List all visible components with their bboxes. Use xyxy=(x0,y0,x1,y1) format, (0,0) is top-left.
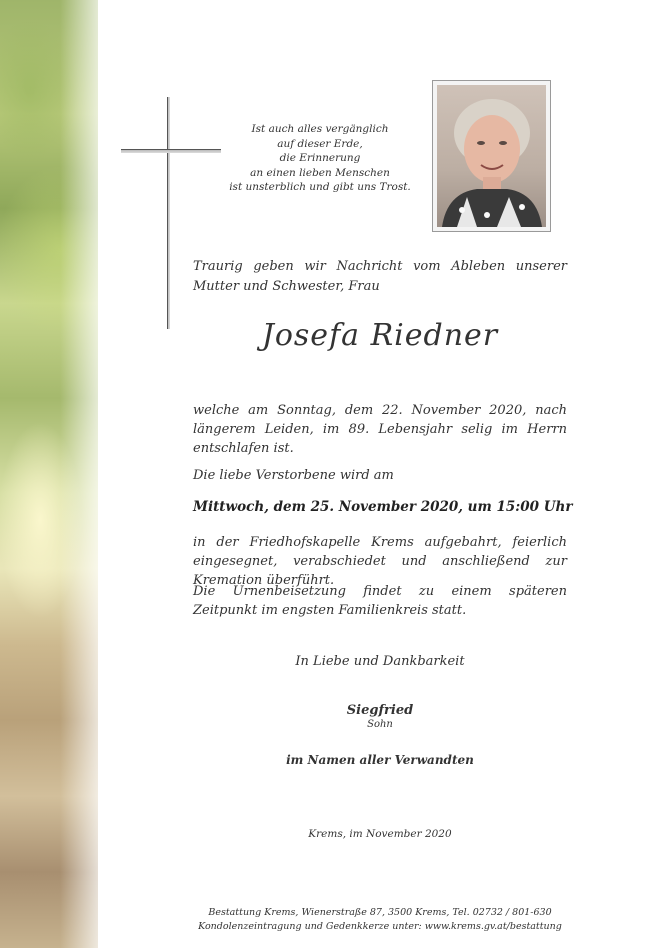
family-text: im Namen aller Verwandten xyxy=(286,753,474,767)
footer-website: Kondolenzeintragung und Gedenkkerze unter: www.krems.gv.at/bestattung xyxy=(198,921,562,932)
portrait-photo xyxy=(437,85,546,227)
cross-beam xyxy=(121,149,221,153)
verse xyxy=(220,122,420,195)
ceremony-details: in der Friedhofskapelle Krems aufgebahrt, feierlich eingesegnet, verabschiedet und anschließend zur Kremation überführt. xyxy=(193,535,567,588)
passing-text: welche am Sonntag, dem 22. November 2020, nach längerem Leiden, im 89. Lebensjahr selig im Herrn entschlafen ist. xyxy=(193,403,567,456)
deceased-name: Josefa Riedner xyxy=(261,318,499,353)
intro-text: Traurig geben wir Nachricht vom Ableben unserer Mutter und Schwester, Frau xyxy=(193,259,567,294)
signer-name: Siegfried xyxy=(346,703,414,718)
urn-note: Die Urnenbeisetzung findet zu einem späteren Zeitpunkt im engsten Familienkreis statt. xyxy=(193,584,567,618)
footer xyxy=(190,906,570,934)
image-fade xyxy=(60,0,100,948)
ceremony-date: Mittwoch, dem 25. November 2020, um 15:00 Uhr xyxy=(193,499,573,515)
verse-line: an einen lieben Menschen xyxy=(250,166,390,179)
signer-relation: Sohn xyxy=(367,719,393,730)
verse-line: ist unsterblich und gibt uns Trost. xyxy=(229,181,411,193)
verse-line: Ist auch alles vergänglich xyxy=(251,123,389,135)
cross-icon xyxy=(167,97,170,329)
closing-text: In Liebe und Dankbarkeit xyxy=(295,654,465,669)
portrait-frame xyxy=(432,80,551,232)
announcement-text: Die liebe Verstorbene wird am xyxy=(193,468,394,483)
verse-line: die Erinnerung xyxy=(279,152,361,164)
place-date: Krems, im November 2020 xyxy=(308,828,452,840)
footer-address: Bestattung Krems, Wienerstraße 87, 3500 Krems, Tel. 02732 / 801-630 xyxy=(208,907,552,918)
verse-line: auf dieser Erde, xyxy=(277,137,363,150)
